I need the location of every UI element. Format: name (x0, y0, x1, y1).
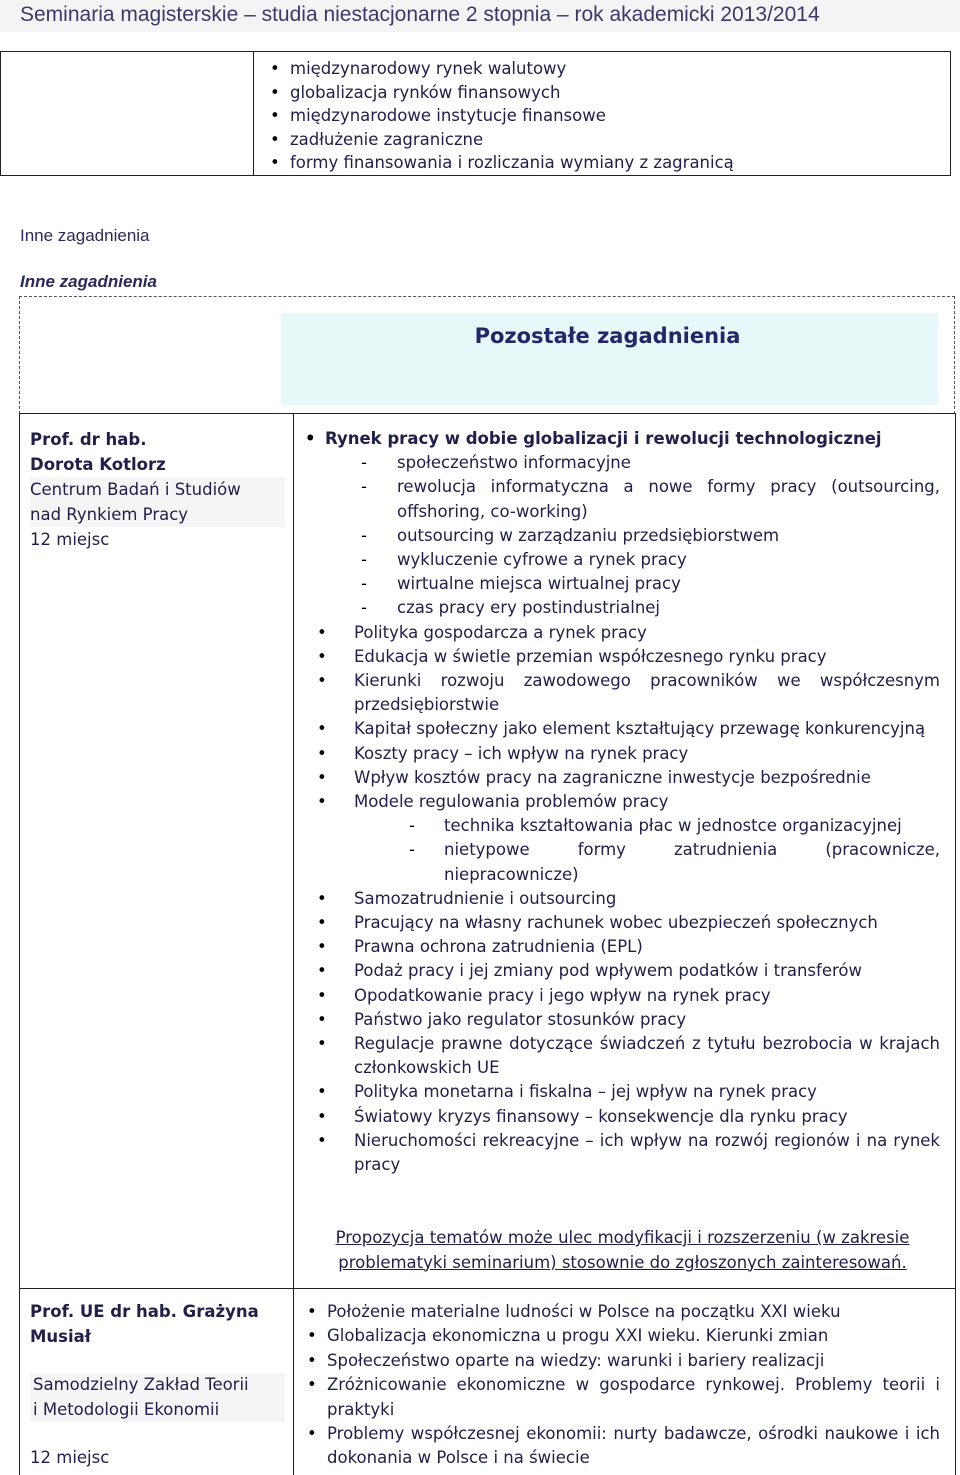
unit-line: nad Rynkiem Pracy (30, 505, 189, 524)
supervisor-title: Prof. dr hab. (30, 430, 147, 449)
supervisor-2-topics (305, 1300, 940, 1471)
top-topics-box (0, 51, 951, 176)
supervisor-name: Musiał (30, 1326, 91, 1346)
table-left-border (19, 413, 20, 1475)
topic-item: • Opodatkowanie pracy i jego wpływ na rynek pracy (305, 984, 940, 1008)
topic-item: • Kierunki rozwoju zawodowego pracowników we współczesnym przedsiębiorstwie (305, 669, 940, 717)
main-topic: • Rynek pracy w dobie globalizacji i rewolucji technologicznej (305, 427, 940, 451)
places-count: 12 miejsc (30, 530, 110, 549)
column-divider (253, 52, 254, 175)
subtopic: - rewolucja informatyczna a nowe formy pracy (outsourcing, offshoring, co-working) (305, 475, 940, 523)
supervisor-name: Dorota Kotlorz (30, 455, 166, 474)
topic-item: • Polityka monetarna i fiskalna – jej wpływ na rynek pracy (305, 1080, 940, 1104)
topic-item: • Państwo jako regulator stosunków pracy (305, 1008, 940, 1032)
subtopic: - nietypowe formy zatrudnienia (pracownicze, niepracownicze) (305, 838, 940, 886)
topic-item: • Globalizacja ekonomiczna u progu XXI wieku. Kierunki zmian (305, 1324, 940, 1348)
topic-item: • Nieruchomości rekreacyjne – ich wpływ na rozwój regionów i na rynek pracy (305, 1129, 940, 1177)
other-topics-heading: Inne zagadnienia (20, 226, 150, 245)
table-column-divider (293, 413, 294, 1475)
topic-item: • Światowy kryzys finansowy – konsekwencje dla rynku pracy (305, 1105, 940, 1129)
places-count: 12 miejsc (30, 1448, 110, 1467)
spacer (30, 1422, 285, 1446)
subtopic: - wirtualne miejsca wirtualnej pracy (305, 572, 940, 596)
page-header: Seminaria magisterskie – studia niestacjonarne 2 stopnia – rok akademicki 2013/2014 (0, 0, 960, 32)
topic-item: • Edukacja w świetle przemian współczesnego rynku pracy (305, 645, 940, 669)
topic-item: • Samozatrudnienie i outsourcing (305, 887, 940, 911)
subtopic: - wykluczenie cyfrowe a rynek pracy (305, 548, 940, 572)
supervisor-1-topics (305, 427, 940, 1177)
list-item: • globalizacja rynków finansowych (268, 81, 734, 105)
topic-item: • Zróżnicowanie ekonomiczne w gospodarce rynkowej. Problemy teorii i praktyki (305, 1373, 940, 1422)
table-row-divider (19, 1288, 956, 1289)
topic-item: • Regulacje prawne dotyczące świadczeń z tytułu bezrobocia w krajach członkowskich UE (305, 1032, 940, 1080)
unit-name (30, 1373, 285, 1422)
list-item: • formy finansowania i rozliczania wymiany z zagranicą (268, 151, 734, 175)
topic-item: • Wpływ kosztów pracy na zagraniczne inwestycje bezpośrednie (305, 766, 940, 790)
topic-item: • Społeczeństwo oparte na wiedzy: warunki i bariery realizacji (305, 1349, 940, 1373)
subtopic: - społeczeństwo informacyjne (305, 451, 940, 475)
spacer (30, 1349, 285, 1373)
supervisor-name: Prof. UE dr hab. Grażyna (30, 1302, 259, 1321)
list-item: • międzynarodowy rynek walutowy (268, 57, 734, 81)
topic-item: • Kapitał społeczny jako element kształtujący przewagę konkurencyjną (305, 717, 940, 741)
unit-line: Centrum Badań i Studiów (30, 480, 241, 499)
table-top-border (19, 413, 956, 414)
proposal-note: Propozycja tematów może ulec modyfikacji i rozszerzeniu (w zakresie problematyki seminarium) stosownie do zgłoszonych zainteresowań. (335, 1228, 910, 1272)
unit-line: i Metodologii Ekonomii (33, 1399, 220, 1419)
topic-item: • Modele regulowania problemów pracy (305, 790, 940, 814)
supervisor-2 (30, 1300, 285, 1471)
topic-item: • Prawna ochrona zatrudnienia (EPL) (305, 935, 940, 959)
list-item: • zadłużenie zagraniczne (268, 128, 734, 152)
topic-item: • Koszty pracy – ich wpływ na rynek pracy (305, 742, 940, 766)
subtopic: - technika kształtowania płac w jednostce organizacyjnej (305, 814, 940, 838)
top-topics-list (268, 57, 734, 175)
list-item: • międzynarodowe instytucje finansowe (268, 104, 734, 128)
subtopic: - czas pracy ery postindustrialnej (305, 596, 940, 620)
subtopic: - outsourcing w zarządzaniu przedsiębiorstwem (305, 524, 940, 548)
topic-item: • Pracujący na własny rachunek wobec ubezpieczeń społecznych (305, 911, 940, 935)
topic-item: • Położenie materialne ludności w Polsce na początku XXI wieku (305, 1300, 940, 1324)
topic-item: • Problemy współczesnej ekonomii: nurty badawcze, ośrodki naukowe i ich dokonania w Polsce i na świecie (305, 1422, 940, 1471)
other-topics-heading-italic: Inne zagadnienia (20, 272, 157, 291)
topic-item: • Polityka gospodarcza a rynek pracy (305, 621, 940, 645)
topic-item: • Podaż pracy i jej zmiany pod wpływem podatków i transferów (305, 959, 940, 983)
unit-name (30, 477, 285, 527)
table-right-border (955, 413, 956, 1475)
unit-line: Samodzielny Zakład Teorii (33, 1375, 249, 1394)
supervisor-1 (30, 427, 285, 552)
section-banner: Pozostałe zagadnienia (474, 324, 741, 348)
